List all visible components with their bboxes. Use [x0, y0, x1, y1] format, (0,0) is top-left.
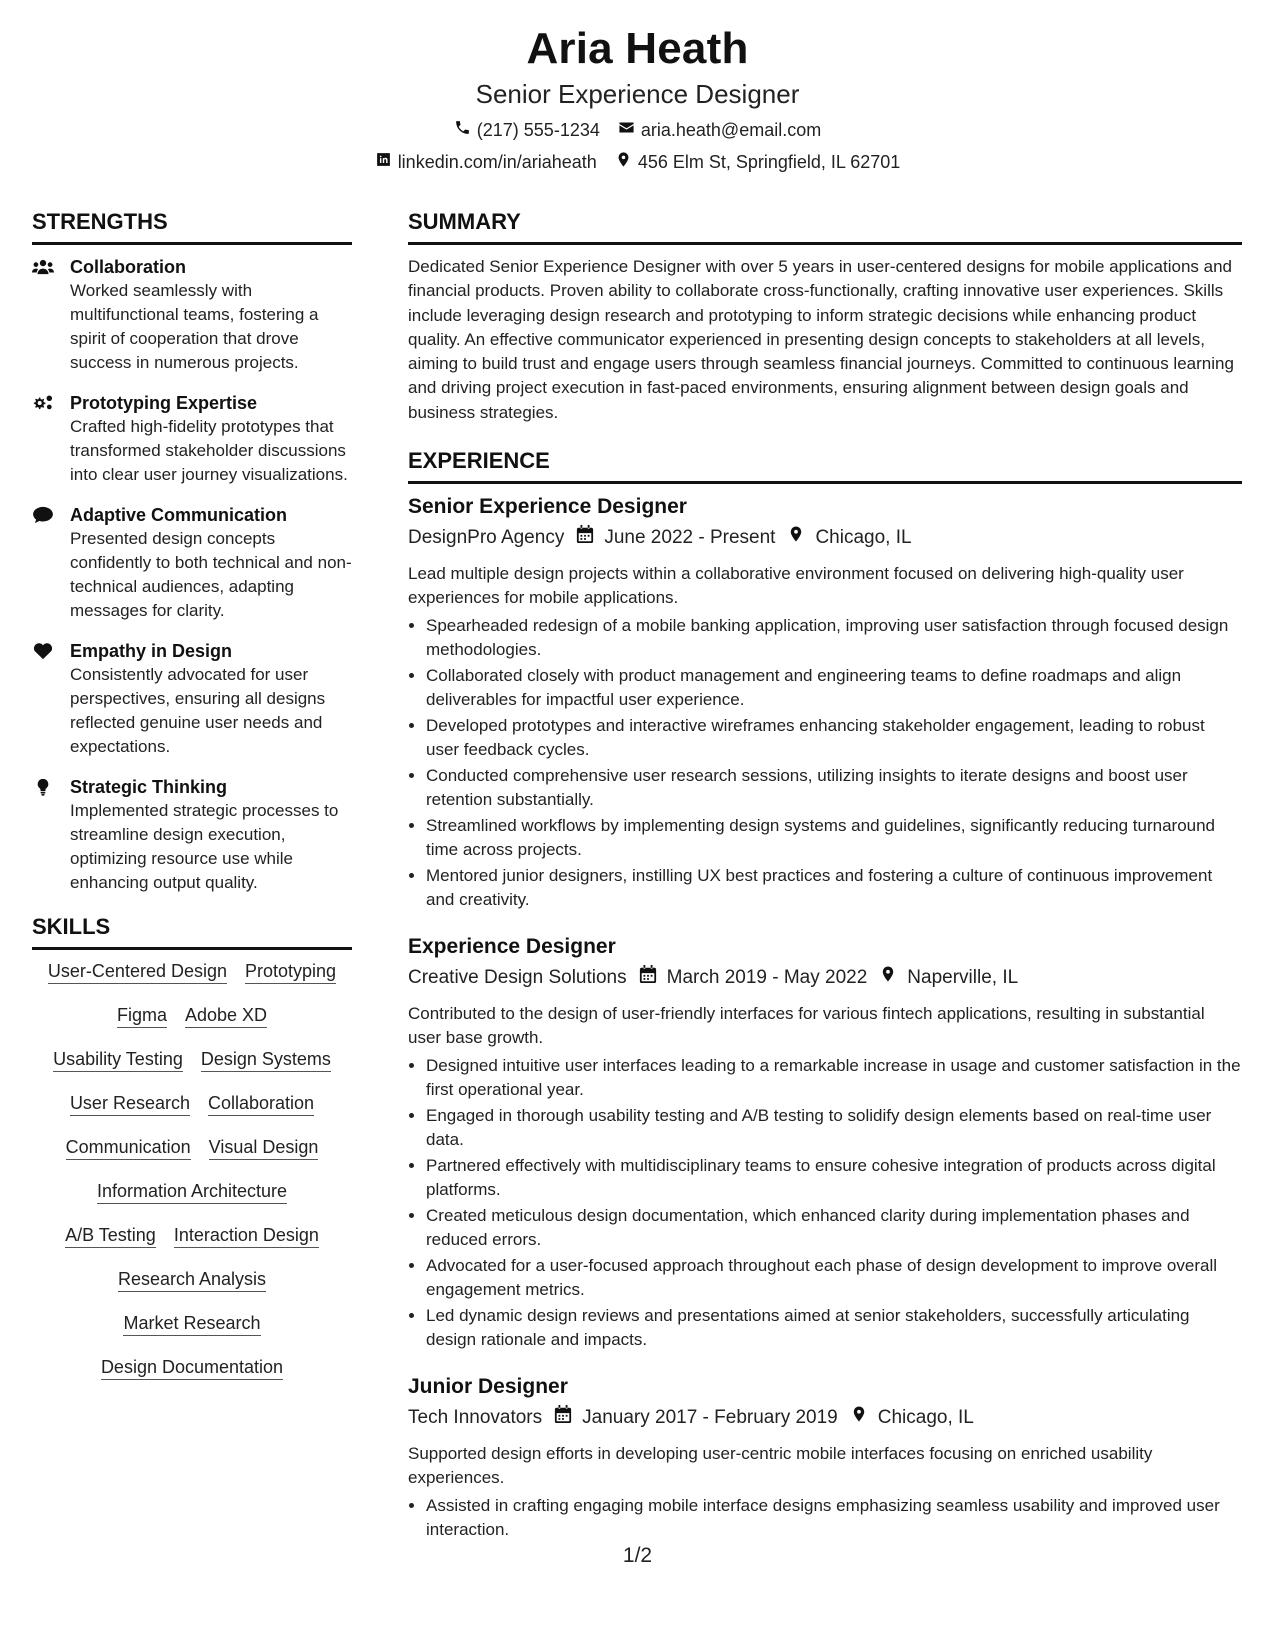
skill-tag: Design Systems — [201, 1048, 331, 1072]
job-bullet: • Advocated for a user-focused approach throughout each phase of design development to improve overall engagement metrics. — [426, 1254, 1242, 1302]
skill-row — [32, 1004, 352, 1028]
resume-header — [0, 22, 1275, 174]
contact-row-1 — [0, 118, 1275, 142]
strength-title: Collaboration — [70, 257, 186, 277]
calendar-icon — [576, 524, 594, 552]
skills-list — [32, 960, 352, 1380]
company-name: Creative Design Solutions — [408, 967, 627, 989]
skill-tag: Prototyping — [245, 960, 336, 984]
job-bullets — [408, 1494, 1242, 1542]
company-name: Tech Innovators — [408, 1407, 543, 1429]
date-range: March 2019 - May 2022 — [666, 967, 868, 989]
skill-tag: Collaboration — [208, 1092, 314, 1116]
skill-row — [32, 1356, 352, 1380]
contact-email[interactable] — [618, 118, 821, 142]
job-bullet: • Collaborated closely with product management and engineering teams to define roadmaps and align deliverables for impactful user experience. — [426, 664, 1242, 712]
date-range: January 2017 - February 2019 — [582, 1407, 838, 1429]
candidate-title: Senior Experience Designer — [475, 79, 800, 109]
strength-desc: Crafted high-fidelity prototypes that transformed stakeholder discussions into clear user journey visualizations. — [70, 417, 348, 484]
summary-text: Dedicated Senior Experience Designer with over 5 years in user-centered designs for mobile applications and financial products. Proven ability to collaborate cross-functionally, crafting innovative user experiences. Skills include leveraging design research and prototyping to inform strategic decisions while enhancing product quality. An effective communicator experienced in presenting design concepts to stakeholders at all levels, aiming to build trust and engage users through seamless financial journeys. Committed to continuous learning and driving project execution in fast-paced environments, ensuring alignment between design goals and business strategies. — [408, 257, 1234, 422]
strength-desc: Consistently advocated for user perspectives, ensuring all designs reflected genuine user needs and expectations. — [70, 665, 326, 756]
job-description: Contributed to the design of user-friendly interfaces for various fintech applications, resulting in substantial user base growth. — [408, 1004, 1205, 1048]
skill-row — [32, 1136, 352, 1160]
job-title: Junior Designer — [408, 1375, 568, 1399]
job-location — [850, 1404, 974, 1432]
skill-row — [32, 1180, 352, 1204]
contact-linkedin[interactable] — [375, 150, 597, 174]
users-icon — [32, 263, 54, 280]
map-pin-icon — [615, 150, 632, 174]
comment-icon — [32, 511, 54, 528]
map-pin-icon — [850, 1404, 868, 1432]
strength-item — [32, 503, 352, 623]
job-bullet: • Assisted in crafting engaging mobile interface designs emphasizing seamless usability and improved user interaction. — [426, 1494, 1242, 1542]
strength-title: Strategic Thinking — [70, 777, 228, 797]
experience-heading: EXPERIENCE — [408, 447, 1242, 484]
job-dates — [639, 964, 868, 992]
strength-item — [32, 391, 352, 487]
candidate-name: Aria Heath — [526, 24, 749, 73]
job-bullets — [408, 1054, 1242, 1352]
date-range: June 2022 - Present — [604, 527, 776, 549]
contact-row-2 — [0, 150, 1275, 174]
skill-tag: Research Analysis — [118, 1268, 266, 1292]
skills-section — [32, 913, 352, 1380]
skill-tag: Market Research — [123, 1312, 260, 1336]
job-bullet: • Mentored junior designers, instilling UX best practices and fostering a culture of continuous improvement and creativity. — [426, 864, 1242, 912]
job-bullet: • Developed prototypes and interactive wireframes enhancing stakeholder engagement, leading to robust user feedback cycles. — [426, 714, 1242, 762]
lightbulb-icon — [32, 783, 54, 800]
phone-icon — [454, 118, 471, 142]
job-entry — [408, 934, 1242, 1352]
left-column — [32, 208, 352, 1400]
skill-tag: Communication — [66, 1136, 191, 1160]
email-text: aria.heath@email.com — [640, 120, 822, 140]
skill-tag: Usability Testing — [53, 1048, 183, 1072]
skill-row — [32, 1224, 352, 1248]
summary-heading: SUMMARY — [408, 208, 1242, 245]
job-entry — [408, 494, 1242, 912]
job-bullet: • Spearheaded redesign of a mobile banking application, improving user satisfaction through focused design methodologies. — [426, 614, 1242, 662]
strength-title: Empathy in Design — [70, 641, 233, 661]
strength-title: Prototyping Expertise — [70, 393, 258, 413]
location-text: Chicago, IL — [877, 1407, 974, 1429]
strength-title: Adaptive Communication — [70, 505, 288, 525]
contact-phone[interactable] — [454, 118, 600, 142]
right-column — [408, 208, 1242, 1564]
job-bullet: • Conducted comprehensive user research sessions, utilizing insights to iterate designs and boost user retention substantially. — [426, 764, 1242, 812]
job-dates — [576, 524, 775, 552]
job-title: Experience Designer — [408, 935, 616, 959]
calendar-icon — [639, 964, 657, 992]
linkedin-text: linkedin.com/in/ariaheath — [397, 152, 597, 172]
job-meta — [408, 964, 1242, 992]
job-location — [879, 964, 1018, 992]
calendar-icon — [554, 1404, 572, 1432]
job-bullet: • Engaged in thorough usability testing and A/B testing to solidify design elements based on real-time user data. — [426, 1104, 1242, 1152]
location-text: Naperville, IL — [907, 967, 1019, 989]
skill-row — [32, 1268, 352, 1292]
job-entry — [408, 1374, 1242, 1542]
skill-tag: Visual Design — [209, 1136, 319, 1160]
address-text: 456 Elm St, Springfield, IL 62701 — [637, 152, 901, 172]
skill-tag: Information Architecture — [97, 1180, 287, 1204]
heart-icon — [32, 647, 54, 664]
envelope-icon — [618, 118, 635, 142]
skill-tag: User Research — [70, 1092, 190, 1116]
job-title: Senior Experience Designer — [408, 495, 687, 519]
skill-tag: Figma — [117, 1004, 167, 1028]
job-bullets — [408, 614, 1242, 912]
job-description: Supported design efforts in developing user-centric mobile interfaces focusing on enriched usability experiences. — [408, 1444, 1153, 1488]
skill-row — [32, 1092, 352, 1116]
job-meta — [408, 524, 1242, 552]
strength-desc: Presented design concepts confidently to both technical and non-technical audiences, adapting messages for clarity. — [70, 529, 352, 620]
job-bullet: • Created meticulous design documentation, which enhanced clarity during implementation phases and reduced errors. — [426, 1204, 1242, 1252]
location-text: Chicago, IL — [815, 527, 912, 549]
gears-icon — [32, 399, 54, 416]
strength-item — [32, 255, 352, 375]
skill-tag: Interaction Design — [174, 1224, 319, 1248]
strength-desc: Worked seamlessly with multifunctional teams, fostering a spirit of cooperation that drove success in numerous projects. — [70, 281, 319, 372]
skill-tag: Design Documentation — [101, 1356, 283, 1380]
skill-tag: User-Centered Design — [48, 960, 227, 984]
page-number: 1/2 — [622, 1544, 653, 1567]
map-pin-icon — [787, 524, 805, 552]
strengths-heading: STRENGTHS — [32, 208, 352, 245]
skill-row — [32, 1048, 352, 1072]
job-bullet: • Streamlined workflows by implementing design systems and guidelines, significantly reducing turnaround time across projects. — [426, 814, 1242, 862]
skill-tag: A/B Testing — [65, 1224, 156, 1248]
company-name: DesignPro Agency — [408, 527, 565, 549]
job-bullet: • Led dynamic design reviews and presentations aimed at senior stakeholders, successfully articulating design rationale and impacts. — [426, 1304, 1242, 1352]
job-bullet: • Partnered effectively with multidisciplinary teams to ensure cohesive integration of products across digital platforms. — [426, 1154, 1242, 1202]
strength-item — [32, 775, 352, 895]
map-pin-icon — [879, 964, 897, 992]
job-dates — [554, 1404, 838, 1432]
phone-text: (217) 555-1234 — [476, 120, 600, 140]
experience-list — [408, 494, 1242, 1542]
skill-tag: Adobe XD — [185, 1004, 267, 1028]
job-bullet: • Designed intuitive user interfaces leading to a remarkable increase in usage and customer satisfaction in the first operational year. — [426, 1054, 1242, 1102]
job-meta — [408, 1404, 1242, 1432]
skills-heading: SKILLS — [32, 913, 352, 950]
job-location — [787, 524, 911, 552]
strength-desc: Implemented strategic processes to streamline design execution, optimizing resource use while enhancing output quality. — [70, 801, 339, 892]
linkedin-icon — [375, 150, 392, 174]
job-description: Lead multiple design projects within a collaborative environment focused on delivering high-quality user experiences for mobile applications. — [408, 564, 1184, 608]
contact-address — [615, 150, 901, 174]
skill-row — [32, 960, 352, 984]
strength-item — [32, 639, 352, 759]
skill-row — [32, 1312, 352, 1336]
